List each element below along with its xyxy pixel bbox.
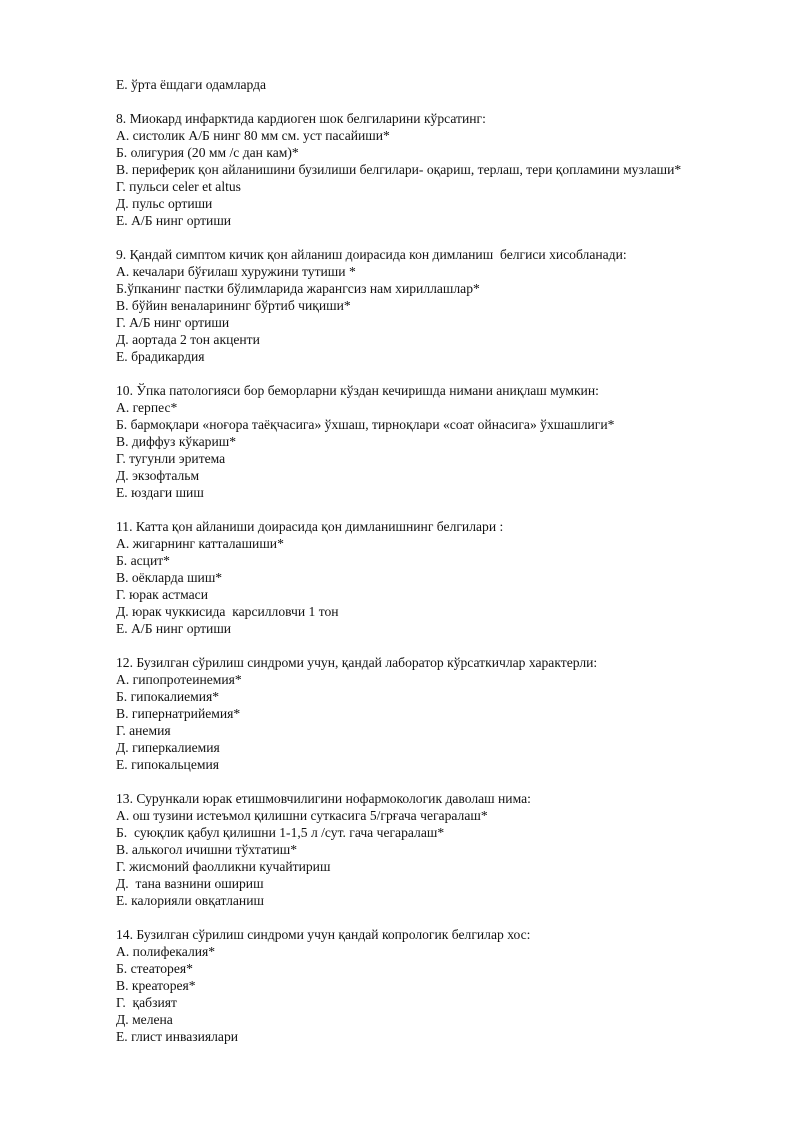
question-8 bbox=[116, 110, 766, 229]
lead-answer-line: Е. ўрта ёшдаги одамларда bbox=[116, 77, 267, 92]
question-11 bbox=[116, 518, 766, 637]
answer-option: Б. бармоқлари «ноғора таёқчасига» ўхшаш, тирноқлари «соат ойнасига» ўхшашлиги* bbox=[116, 417, 615, 432]
document-page bbox=[116, 76, 766, 1045]
answer-option: В. оёкларда шиш* bbox=[116, 570, 223, 585]
question-title: 9. Қандай симптом кичик қон айланиш доирасида кон димланиш белгиси хисобланади: bbox=[116, 247, 627, 262]
answer-option: А. ош тузини истеъмол қилишни суткасига 5/грғача чегаралаш* bbox=[116, 808, 488, 823]
question-title: 13. Сурункали юрак етишмовчилигини нофармокологик даволаш нима: bbox=[116, 791, 531, 806]
answer-option: А. полифекалия* bbox=[116, 944, 216, 959]
answer-option: А. кечалари бўғилаш хуружини тутиши * bbox=[116, 264, 356, 279]
answer-option: Г. жисмоний фаолликни кучайтириш bbox=[116, 859, 331, 874]
answer-option: Г. А/Б нинг ортиши bbox=[116, 315, 230, 330]
answer-option: В. алькогол ичишни тўхтатиш* bbox=[116, 842, 298, 857]
answer-option: Е. юздаги шиш bbox=[116, 485, 204, 500]
question-10 bbox=[116, 382, 766, 501]
answer-option: Г. қабзият bbox=[116, 995, 177, 1010]
answer-option: Е. А/Б нинг ортиши bbox=[116, 213, 232, 228]
question-9 bbox=[116, 246, 766, 365]
answer-option: Е. калорияли овқатланиш bbox=[116, 893, 264, 908]
question-title: 12. Бузилган сўрилиш синдроми учун, қандай лаборатор кўрсаткичлар характерли: bbox=[116, 655, 598, 670]
answer-option: Д. тана вазнини ошириш bbox=[116, 876, 264, 891]
answer-option: Б. стеаторея* bbox=[116, 961, 193, 976]
question-title: 14. Бузилган сўрилиш синдроми учун қандай копрологик белгилар хос: bbox=[116, 927, 531, 942]
question-13 bbox=[116, 790, 766, 909]
answer-option: В. периферик қон айланишини бузилиши белгилари- оқариш, терлаш, тери қопламини музлаши* bbox=[116, 162, 682, 177]
answer-option: Д. пульс ортиши bbox=[116, 196, 213, 211]
question-title: 10. Ўпка патологияси бор беморларни кўздан кечиришда нимани аниқлаш мумкин: bbox=[116, 383, 599, 398]
answer-option: В. гипернатрийемия* bbox=[116, 706, 241, 721]
answer-option: Д. гиперкалиемия bbox=[116, 740, 220, 755]
question-14 bbox=[116, 926, 766, 1045]
answer-option: А. герпес* bbox=[116, 400, 178, 415]
answer-option: Е. брадикардия bbox=[116, 349, 205, 364]
answer-option: А. жигарнинг катталашиши* bbox=[116, 536, 284, 551]
answer-option: Г. тугунли эритема bbox=[116, 451, 226, 466]
answer-option: Г. анемия bbox=[116, 723, 171, 738]
answer-option: Б.ўпканинг пастки бўлимларида жарангсиз нам хириллашлар* bbox=[116, 281, 480, 296]
answer-option: Д. экзофтальм bbox=[116, 468, 200, 483]
answer-option: Е. гипокальцемия bbox=[116, 757, 219, 772]
answer-option: Е. глист инвазиялари bbox=[116, 1029, 239, 1044]
answer-option: Е. А/Б нинг ортиши bbox=[116, 621, 232, 636]
answer-option: Д. мелена bbox=[116, 1012, 173, 1027]
answer-option: Б. асцит* bbox=[116, 553, 170, 568]
answer-option: Г. пульси celer et altus bbox=[116, 179, 241, 194]
answer-option: А. систолик А/Б нинг 80 мм см. уст пасайиши* bbox=[116, 128, 390, 143]
answer-option: Д. аортада 2 тон акценти bbox=[116, 332, 260, 347]
answer-option: В. бўйин веналарининг бўртиб чиқиши* bbox=[116, 298, 351, 313]
question-title: 11. Катта қон айланиши доирасида қон димланишнинг белгилари : bbox=[116, 519, 504, 534]
question-12 bbox=[116, 654, 766, 773]
answer-option: Б. суюқлик қабул қилишни 1-1,5 л /сут. гача чегаралаш* bbox=[116, 825, 445, 840]
answer-option: Б. олигурия (20 мм /с дан кам)* bbox=[116, 145, 299, 160]
answer-option: В. креаторея* bbox=[116, 978, 196, 993]
answer-option: В. диффуз кўкариш* bbox=[116, 434, 236, 449]
answer-option: А. гипопротеинемия* bbox=[116, 672, 242, 687]
answer-option: Б. гипокалиемия* bbox=[116, 689, 220, 704]
answer-option: Г. юрак астмаси bbox=[116, 587, 208, 602]
question-title: 8. Миокард инфарктида кардиоген шок белгиларини кўрсатинг: bbox=[116, 111, 486, 126]
answer-option: Д. юрак чуккисида карсилловчи 1 тон bbox=[116, 604, 339, 619]
